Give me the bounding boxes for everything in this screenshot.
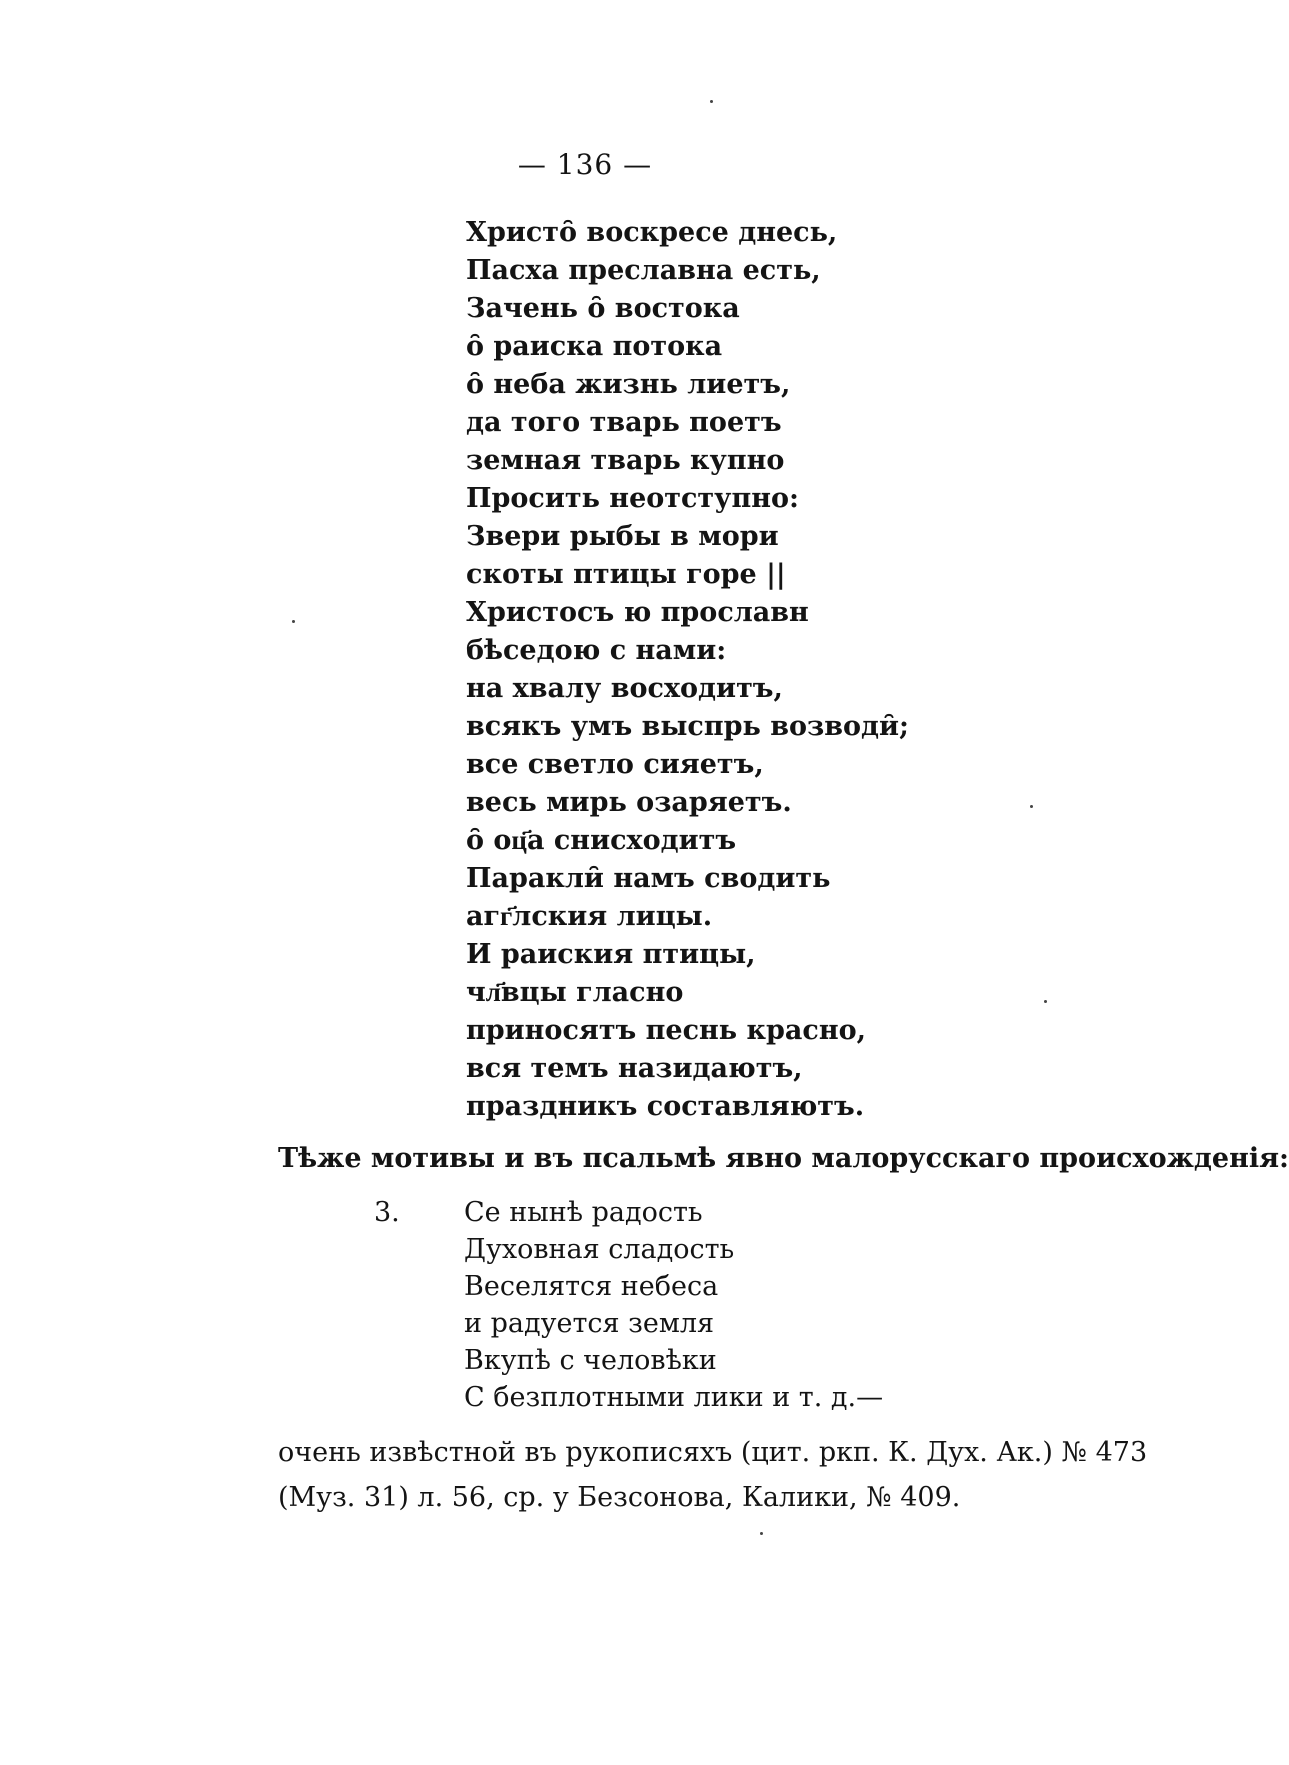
verse-line: да того тварь поетъ bbox=[466, 407, 782, 438]
verse-line: о̑ раиска потока bbox=[466, 331, 723, 362]
verse-line: праздникъ составляютъ. bbox=[466, 1091, 865, 1122]
verse-line: бѣседою с нами: bbox=[466, 635, 727, 666]
verse-line: Зачень о̑ востока bbox=[466, 293, 740, 324]
intro-paragraph: Тѣже мотивы и въ псальмѣ явно малорусскаго происхожденія: bbox=[278, 1143, 1289, 1174]
verse-line: И раиския птицы, bbox=[466, 939, 756, 970]
verse-line: всякъ умъ выспрь возводи̑; bbox=[466, 711, 909, 742]
verse-line: о̑ оц҃а снисходитъ bbox=[466, 825, 737, 856]
verse-line: Звери рыбы в мори bbox=[466, 521, 779, 552]
verse-line: Веселятся небеса bbox=[464, 1271, 719, 1302]
source-note-line: очень извѣстной въ рукописяхъ (цит. ркп. К. Дух. Ак.) № 473 bbox=[278, 1437, 1148, 1468]
verse-line: Паракли̑ намъ сводить bbox=[466, 863, 831, 894]
verse-line: С безплотными лики и т. д.— bbox=[464, 1382, 884, 1413]
verse-line: Духовная сладость bbox=[464, 1234, 735, 1265]
verse-line: Просить неотступно: bbox=[466, 483, 799, 514]
verse-line: чл҃вцы гласно bbox=[466, 977, 684, 1008]
print-speck bbox=[760, 1532, 763, 1535]
verse-line: Христосъ ю прославн bbox=[466, 597, 809, 628]
verse-line: земная тварь купно bbox=[466, 445, 785, 476]
page-number: — 136 — bbox=[517, 148, 653, 181]
verse-line: Се нынѣ радость bbox=[464, 1197, 703, 1228]
psalm-verse-list bbox=[466, 214, 909, 1126]
verse-line: все светло сияетъ, bbox=[466, 749, 764, 780]
verse-line: Христо̑ воскресе днесь, bbox=[466, 217, 838, 248]
verse-line: скоты птицы горе || bbox=[466, 559, 786, 590]
verse-line: агг҃лския лицы. bbox=[466, 901, 713, 932]
verse-line: весь мирь озаряетъ. bbox=[466, 787, 792, 818]
print-speck bbox=[1030, 805, 1033, 808]
verse-line: о̑ неба жизнь лиетъ, bbox=[466, 369, 791, 400]
verse-line: вся темъ назидаютъ, bbox=[466, 1053, 803, 1084]
print-speck bbox=[1044, 1000, 1047, 1003]
verse-line: Пасха преславна есть, bbox=[466, 255, 821, 286]
psalm-two-verse-list bbox=[464, 1194, 883, 1416]
source-note bbox=[278, 1430, 1147, 1520]
verse-line: на хвалу восходитъ, bbox=[466, 673, 783, 704]
print-speck bbox=[710, 100, 713, 103]
item-number: 3. bbox=[374, 1197, 400, 1228]
source-note-line: (Муз. 31) л. 56, ср. у Безсонова, Калики, № 409. bbox=[278, 1482, 961, 1513]
verse-line: приносятъ песнь красно, bbox=[466, 1015, 867, 1046]
print-speck bbox=[292, 620, 295, 623]
verse-line: Вкупѣ с человѣки bbox=[464, 1345, 717, 1376]
verse-line: и радуется земля bbox=[464, 1308, 715, 1339]
